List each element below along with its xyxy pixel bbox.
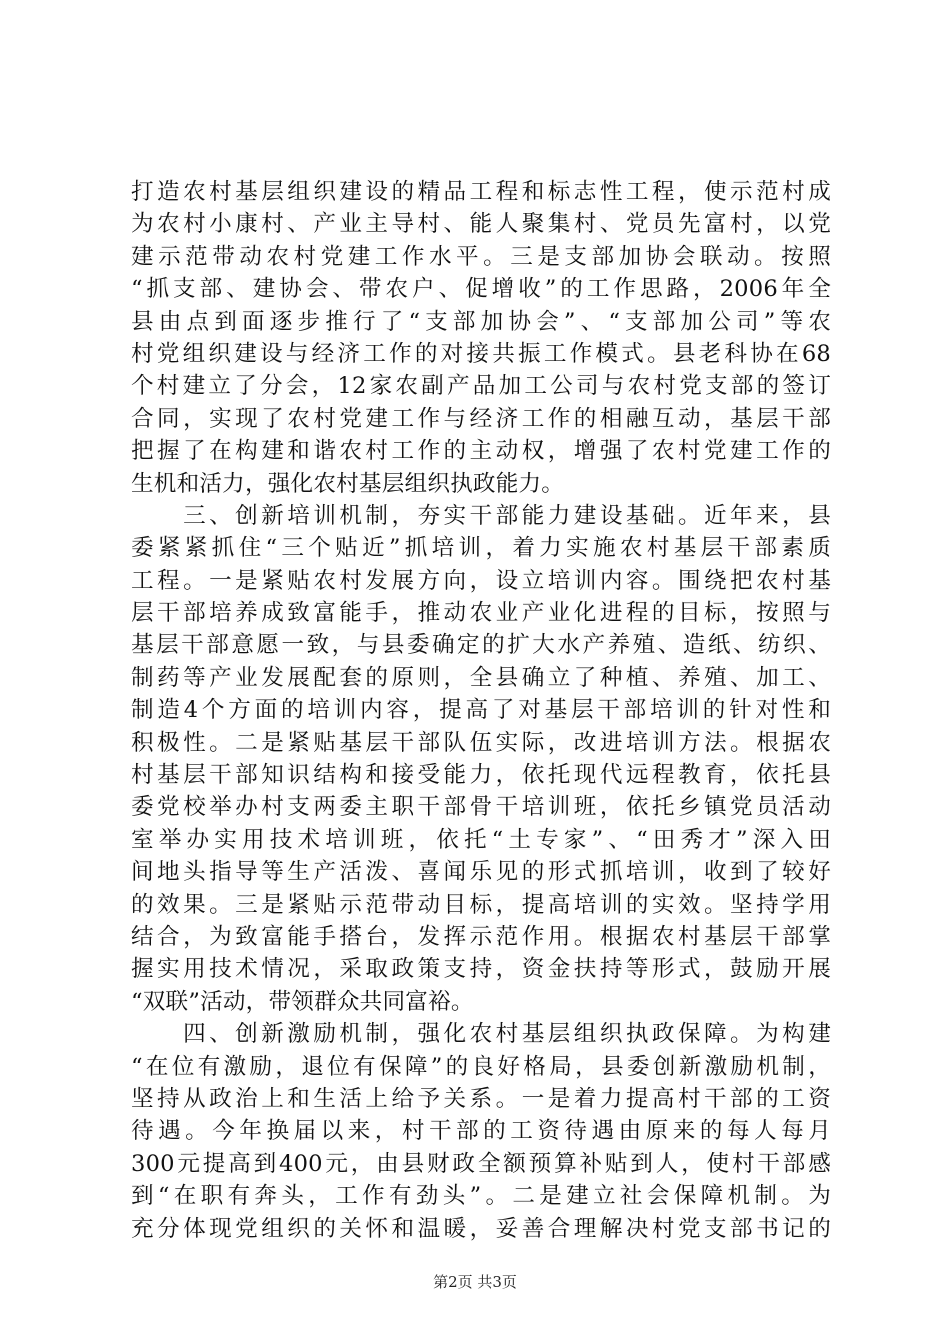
- text-line: 基层干部意愿一致，与县委确定的扩大水产养殖、造纸、纺织、: [131, 632, 831, 659]
- text-line: 握实用技术情况，采取政策支持，资金扶持等形式，鼓励开展: [131, 956, 831, 983]
- text-line: “双联”活动，带领群众共同富裕。: [131, 988, 474, 1015]
- text-line: 积极性。二是紧贴基层干部队伍实际，改进培训方法。根据农: [131, 729, 831, 756]
- text-line: 结合，为致富能手搭台，发挥示范作用。根据农村基层干部掌: [131, 923, 831, 950]
- text-line: 委党校举办村支两委主职干部骨干培训班，依托乡镇党员活动: [131, 794, 831, 821]
- text-line: 合同，实现了农村党建工作与经济工作的相融互动，基层干部: [131, 405, 831, 432]
- text-line: 工程。一是紧贴农村发展方向，设立培训内容。围绕把农村基: [131, 567, 831, 594]
- text-line: “抓支部、建协会、带农户、促增收”的工作思路，2006年全: [131, 276, 831, 303]
- text-line: 县由点到面逐步推行了“支部加协会”、“支部加公司”等农: [131, 308, 831, 335]
- text-line: 到“在职有奔头，工作有劲头”。二是建立社会保障机制。为: [131, 1183, 831, 1210]
- text-line: 村党组织建设与经济工作的对接共振工作模式。县老科协在68: [131, 340, 831, 367]
- text-line: 三、创新培训机制，夯实干部能力建设基础。近年来，县: [131, 502, 831, 529]
- text-line: 生机和活力，强化农村基层组织执政能力。: [131, 470, 565, 497]
- text-line: 制药等产业发展配套的原则，全县确立了种植、养殖、加工、: [131, 664, 831, 691]
- text-line: 300元提高到400元，由县财政全额预算补贴到人，使村干部感: [131, 1150, 831, 1177]
- text-line: 层干部培养成致富能手，推动农业产业化进程的目标，按照与: [131, 600, 831, 627]
- text-line: 把握了在构建和谐农村工作的主动权，增强了农村党建工作的: [131, 438, 831, 465]
- text-line: 间地头指导等生产活泼、喜闻乐见的形式抓培训，收到了较好: [131, 859, 831, 886]
- text-line: 委紧紧抓住“三个贴近”抓培训，着力实施农村基层干部素质: [131, 535, 831, 562]
- text-line: “在位有激励，退位有保障”的良好格局，县委创新激励机制，: [131, 1053, 831, 1080]
- text-line: 的效果。三是紧贴示范带动目标，提高培训的实效。坚持学用: [131, 891, 831, 918]
- text-line: 打造农村基层组织建设的精品工程和标志性工程，使示范村成: [131, 179, 831, 205]
- document-body: [131, 176, 831, 1245]
- text-line: 充分体现党组织的关怀和温暖，妥善合理解决村党支部书记的: [131, 1215, 831, 1242]
- text-line: 四、创新激励机制，强化农村基层组织执政保障。为构建: [131, 1021, 831, 1048]
- text-line: 室举办实用技术培训班，依托“土专家”、“田秀才”深入田: [131, 826, 831, 853]
- text-line: 坚持从政治上和生活上给予关系。一是着力提高村干部的工资: [131, 1085, 831, 1112]
- text-line: 个村建立了分会，12家农副产品加工公司与农村党支部的签订: [131, 373, 831, 400]
- page-footer: 第2页 共3页: [433, 1273, 517, 1291]
- text-line: 村基层干部知识结构和接受能力，依托现代远程教育，依托县: [131, 762, 831, 789]
- text-line: 待遇。今年换届以来，村干部的工资待遇由原来的每人每月: [131, 1118, 831, 1145]
- text-line: 制造4个方面的培训内容，提高了对基层干部培训的针对性和: [131, 697, 831, 724]
- text-line: 建示范带动农村党建工作水平。三是支部加协会联动。按照: [131, 243, 831, 270]
- text-line: 为农村小康村、产业主导村、能人聚集村、党员先富村，以党: [131, 211, 831, 238]
